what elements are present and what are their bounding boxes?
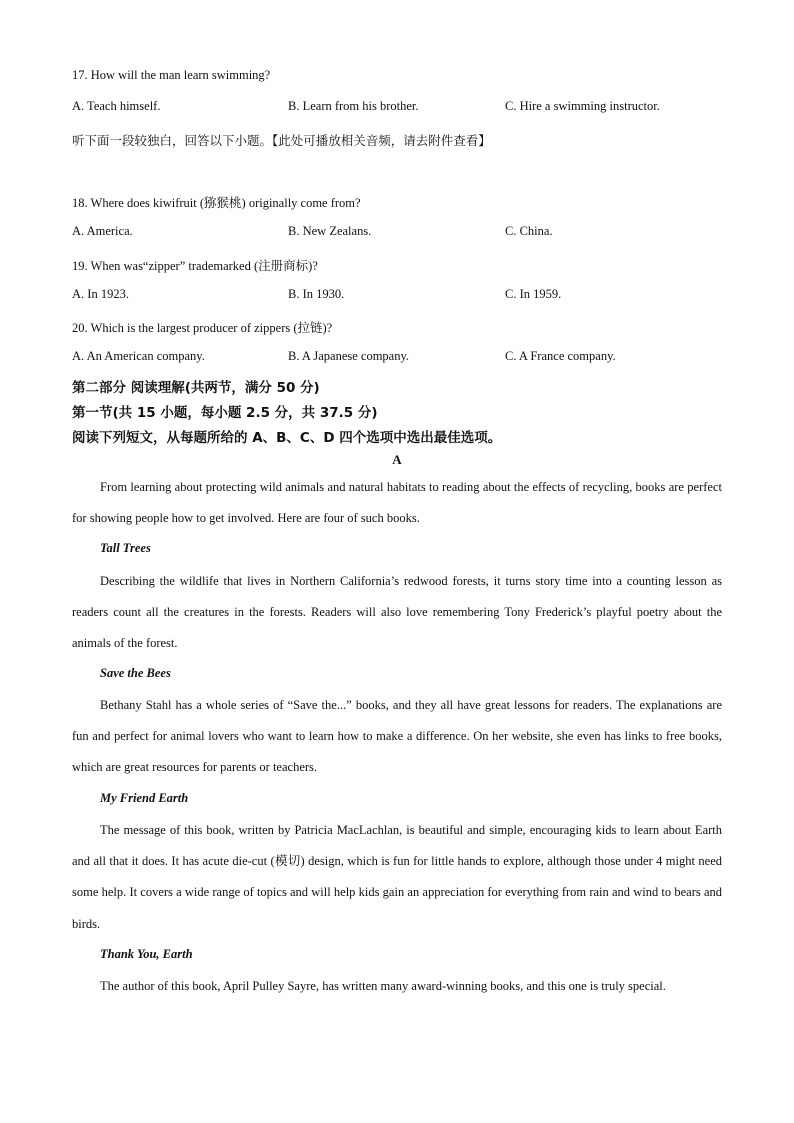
question-stem: 17. How will the man learn swimming? <box>72 68 271 82</box>
book-title: Tall Trees <box>100 541 151 555</box>
book-description <box>72 815 722 940</box>
book-text: Describing the wildlife that lives in Northern California’s redwood forests, it turns story time into a counting lesson as readers count all the creatures in the forests. Readers will also love remembering Tony Frederick’s playful poetry about the animals of the forest. <box>72 574 722 651</box>
intro-text: From learning about protecting wild animals and natural habitats to reading about the effects of recycling, books are perfect for showing people how to get involved. Here are four of such books. <box>72 480 722 526</box>
part-title: 第二部分 阅读理解(共两节，满分 50 分) <box>72 380 320 396</box>
question-stem: 20. Which is the largest producer of zippers (拉链)? <box>72 321 333 335</box>
book-text: The author of this book, April Pulley Sayre, has written many award-winning books, and this one is truly special. <box>100 979 666 993</box>
option-b: B. Learn from his brother. <box>288 99 419 113</box>
sub-title: 第一节(共 15 小题，每小题 2.5 分，共 37.5 分) <box>72 405 378 421</box>
option-c: C. A France company. <box>505 349 616 363</box>
book-description <box>72 971 722 1002</box>
option-a: A. An American company. <box>72 349 205 363</box>
option-a: A. In 1923. <box>72 287 129 301</box>
option-c: C. China. <box>505 224 553 238</box>
book-text: Bethany Stahl has a whole series of “Save the...” books, and they all have great lessons for readers. The explanations are fun and perfect for animal lovers who want to learn how to make a difference. On her website, she even has links to free books, which are great resources for parents or teachers. <box>72 698 722 775</box>
question-stem: 18. Where does kiwifruit (猕猴桃) originally come from? <box>72 196 361 210</box>
book-title: Save the Bees <box>100 666 171 680</box>
option-c: C. Hire a swimming instructor. <box>505 99 660 113</box>
book-title: My Friend Earth <box>100 791 189 805</box>
book-title: Thank You, Earth <box>100 947 193 961</box>
book-description <box>72 690 722 784</box>
listening-instruction: 听下面一段较独白，回答以下小题。【此处可播放相关音频，请去附件查看】 <box>72 133 491 148</box>
book-text: The message of this book, written by Patricia MacLachlan, is beautiful and simple, encouraging kids to learn about Earth and all that it does. It has acute die-cut (模切) design, which is fun for little hands to explore, although those under 4 might need some help. It covers a wide range of topics and will help kids gain an appreciation for everything from rain and wind to bears and birds. <box>72 823 722 931</box>
reading-instruction: 阅读下列短文，从每题所给的 A、B、C、D 四个选项中选出最佳选项。 <box>72 430 502 446</box>
option-b: B. New Zealans. <box>288 224 372 238</box>
option-a: A. Teach himself. <box>72 99 161 113</box>
option-c: C. In 1959. <box>505 287 562 301</box>
option-a: A. America. <box>72 224 133 238</box>
book-description <box>72 566 722 660</box>
passage-label: A <box>392 452 402 467</box>
question-stem: 19. When was“zipper” trademarked (注册商标)? <box>72 259 318 273</box>
option-b: B. In 1930. <box>288 287 345 301</box>
option-b: B. A Japanese company. <box>288 349 410 363</box>
intro-paragraph <box>72 472 722 534</box>
